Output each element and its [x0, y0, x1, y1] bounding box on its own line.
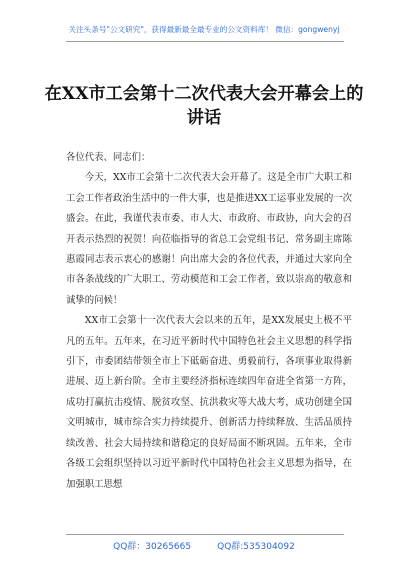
header-divider: [66, 41, 344, 42]
body-paragraph-2: XX市工会第十一次代表大会以来的五年，是XX发展史上极不平凡的五年。五年来，在习近平新时代中国特色社会主义思想的科学指引下，市委团结带领全市上下砥砺奋进、勇毅前行，各项事业取得新进展、迈上新台阶。全市主要经济指标连续四年奋进全省第一方阵，成功打赢抗击疫情、脱贫攻坚、抗洪救灾等大战大考，成功创建全国文明城市，城市综合实力持续提升、创新活力持续释放、生活品质持续改善、社会大局持续和谐稳定的良好局面不断巩固。五年来，全市各级工会组织坚持以习近平新时代中国特色社会主义思想为指导，在加强职工思想: [66, 315, 352, 490]
document-body: [66, 148, 352, 495]
footer-qq-group-2: QQ群:535304092: [217, 542, 295, 552]
footer: [0, 539, 408, 552]
document-title: 在XX市工会第十二次代表大会开幕会上的讲话: [44, 84, 364, 128]
footer-divider: [66, 534, 344, 535]
salutation: 各位代表、同志们：: [66, 152, 151, 163]
body-paragraph-1: 今天，XX市工会第十二次代表大会开幕了。这是全市广大职工和工会工作者政治生活中的一件大事，也是推进XX工运事业发展的一次盛会。在此，我谨代表市委、市人大、市政府、市政协，向大会的召开表示热烈的祝贺！向莅临指导的省总工会党组书记、常务副主席陈惠霞同志表示衷心的感谢！向出席大会的各位代表，并通过大家向全市各条战线的广大职工、劳动模范和工会工作者，致以崇高的敬意和诚挚的问候！: [66, 172, 352, 306]
header-note: 关注头条号"公文研究"，获得最新最全最专业的公文资料库！ 微信：gongwenyj: [68, 25, 340, 34]
footer-qq-group-1: QQ群：30265665: [113, 542, 192, 552]
